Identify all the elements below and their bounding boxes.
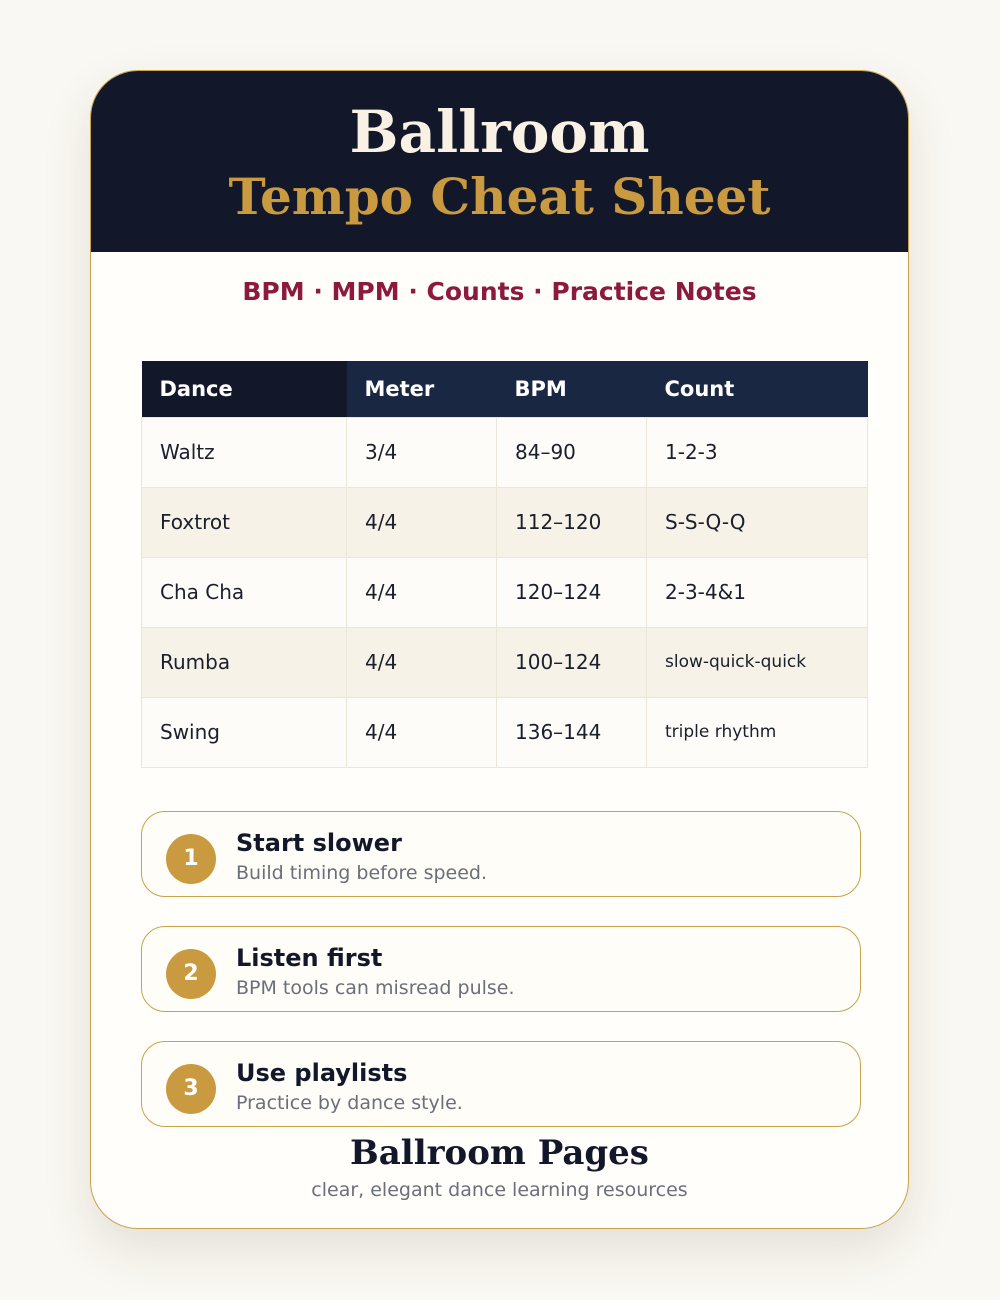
tip-card — [141, 811, 861, 897]
tip-card — [141, 1041, 861, 1127]
tip-title: Start slower — [236, 829, 402, 857]
tip-number-badge: 1 — [166, 834, 216, 884]
cell-dance: Waltz — [142, 417, 347, 487]
cell-dance: Swing — [142, 697, 347, 767]
tip-text: BPM tools can misread pulse. — [236, 977, 515, 999]
cell-meter: 4/4 — [347, 557, 497, 627]
tip-number-badge: 2 — [166, 949, 216, 999]
cell-meter: 4/4 — [347, 487, 497, 557]
tip-text: Build timing before speed. — [236, 862, 488, 884]
cell-count: 1-2-3 — [647, 417, 868, 487]
cell-count: triple rhythm — [647, 697, 868, 767]
column-header-bpm: BPM — [497, 361, 647, 417]
cell-meter: 4/4 — [347, 697, 497, 767]
column-header-meter: Meter — [347, 361, 497, 417]
cell-meter: 3/4 — [347, 417, 497, 487]
cell-bpm: 120–124 — [497, 557, 647, 627]
tip-title: Use playlists — [236, 1059, 408, 1087]
cell-dance: Foxtrot — [142, 487, 347, 557]
table-row — [142, 627, 868, 697]
cell-meter: 4/4 — [347, 627, 497, 697]
tip-number-badge: 3 — [166, 1064, 216, 1114]
table-row — [142, 417, 868, 487]
tip-title: Listen first — [236, 944, 383, 972]
table-row — [142, 487, 868, 557]
column-header-dance: Dance — [142, 361, 347, 417]
table-row — [142, 697, 868, 767]
tempo-table — [141, 361, 868, 768]
cell-bpm: 100–124 — [497, 627, 647, 697]
tip-card — [141, 926, 861, 1012]
tip-text: Practice by dance style. — [236, 1092, 463, 1114]
cell-count: 2-3-4&1 — [647, 557, 868, 627]
cell-bpm: 84–90 — [497, 417, 647, 487]
page-title: Ballroom — [349, 98, 650, 166]
header-banner — [91, 71, 908, 252]
cheat-sheet-card — [90, 70, 909, 1229]
cell-bpm: 112–120 — [497, 487, 647, 557]
column-header-count: Count — [647, 361, 868, 417]
page-title-secondary: Tempo Cheat Sheet — [228, 167, 771, 226]
footer-tagline: clear, elegant dance learning resources — [311, 1179, 688, 1201]
cell-dance: Cha Cha — [142, 557, 347, 627]
page-subtitle: BPM · MPM · Counts · Practice Notes — [242, 277, 757, 306]
cell-count: S-S-Q-Q — [647, 487, 868, 557]
table-row — [142, 557, 868, 627]
table-header-row — [142, 361, 868, 417]
footer-brand: Ballroom Pages — [350, 1133, 649, 1173]
cell-dance: Rumba — [142, 627, 347, 697]
cell-bpm: 136–144 — [497, 697, 647, 767]
cell-count: slow-quick-quick — [647, 627, 868, 697]
